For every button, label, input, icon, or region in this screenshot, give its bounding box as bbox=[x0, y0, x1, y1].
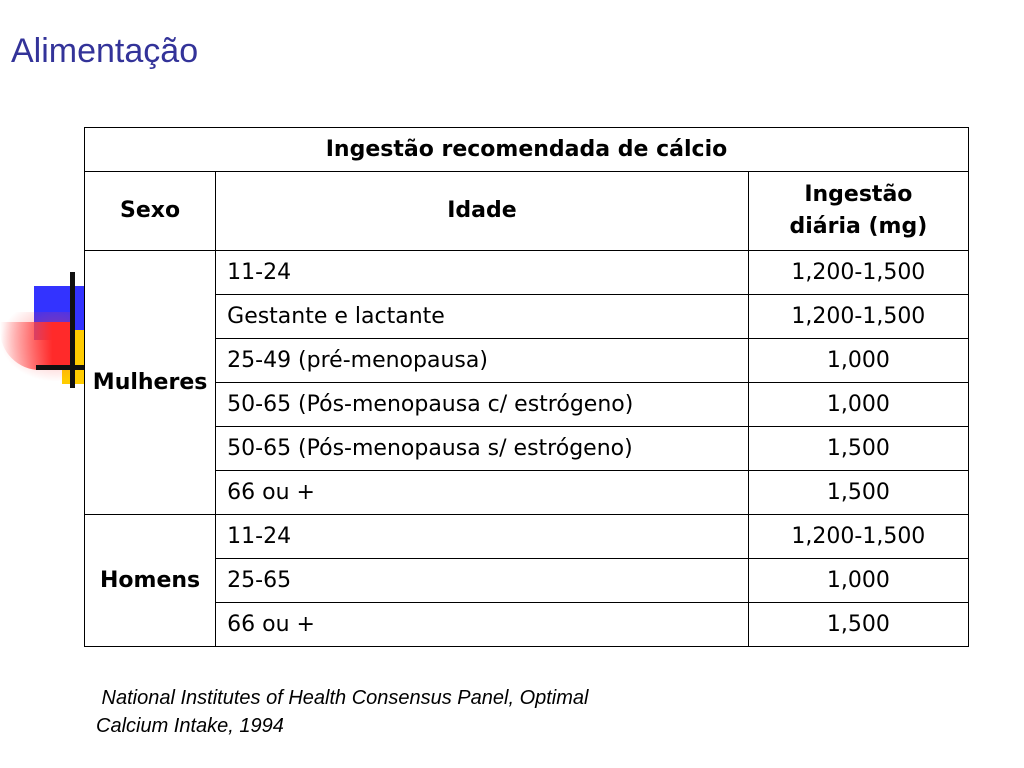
header-intake bbox=[748, 172, 968, 251]
table-title-row bbox=[85, 128, 969, 172]
table-row bbox=[85, 471, 969, 515]
citation-line-1: National Institutes of Health Consensus Panel, Optimal bbox=[96, 687, 589, 709]
age-cell: 50-65 (Pós-menopausa s/ estrógeno) bbox=[216, 427, 749, 471]
slide-title: Alimentação bbox=[11, 32, 199, 70]
intake-cell: 1,500 bbox=[748, 427, 968, 471]
citation-line-2: Calcium Intake, 1994 bbox=[96, 715, 284, 737]
header-intake-line1: Ingestão bbox=[804, 182, 913, 207]
table-title: Ingestão recomendada de cálcio bbox=[85, 128, 969, 172]
table-row bbox=[85, 603, 969, 647]
intake-cell: 1,000 bbox=[748, 559, 968, 603]
source-citation bbox=[96, 684, 756, 740]
group-label-men: Homens bbox=[85, 515, 216, 647]
age-cell: 25-49 (pré-menopausa) bbox=[216, 339, 749, 383]
header-intake-line2: diária (mg) bbox=[789, 214, 928, 239]
age-cell: Gestante e lactante bbox=[216, 295, 749, 339]
deco-vertical-line bbox=[70, 272, 75, 388]
header-age: Idade bbox=[216, 172, 749, 251]
age-cell: 66 ou + bbox=[216, 471, 749, 515]
age-cell: 66 ou + bbox=[216, 603, 749, 647]
group-label-women: Mulheres bbox=[85, 251, 216, 515]
intake-cell: 1,200-1,500 bbox=[748, 515, 968, 559]
age-cell: 50-65 (Pós-menopausa c/ estrógeno) bbox=[216, 383, 749, 427]
intake-cell: 1,500 bbox=[748, 603, 968, 647]
intake-cell: 1,200-1,500 bbox=[748, 251, 968, 295]
header-sex: Sexo bbox=[85, 172, 216, 251]
intake-cell: 1,500 bbox=[748, 471, 968, 515]
table-row bbox=[85, 515, 969, 559]
table-row bbox=[85, 383, 969, 427]
calcium-intake-table bbox=[84, 127, 969, 647]
intake-cell: 1,000 bbox=[748, 339, 968, 383]
age-cell: 25-65 bbox=[216, 559, 749, 603]
table-row bbox=[85, 559, 969, 603]
table-header-row bbox=[85, 172, 969, 251]
table-row bbox=[85, 251, 969, 295]
age-cell: 11-24 bbox=[216, 251, 749, 295]
table-row bbox=[85, 339, 969, 383]
table-row bbox=[85, 295, 969, 339]
table-row bbox=[85, 427, 969, 471]
intake-cell: 1,200-1,500 bbox=[748, 295, 968, 339]
age-cell: 11-24 bbox=[216, 515, 749, 559]
intake-cell: 1,000 bbox=[748, 383, 968, 427]
